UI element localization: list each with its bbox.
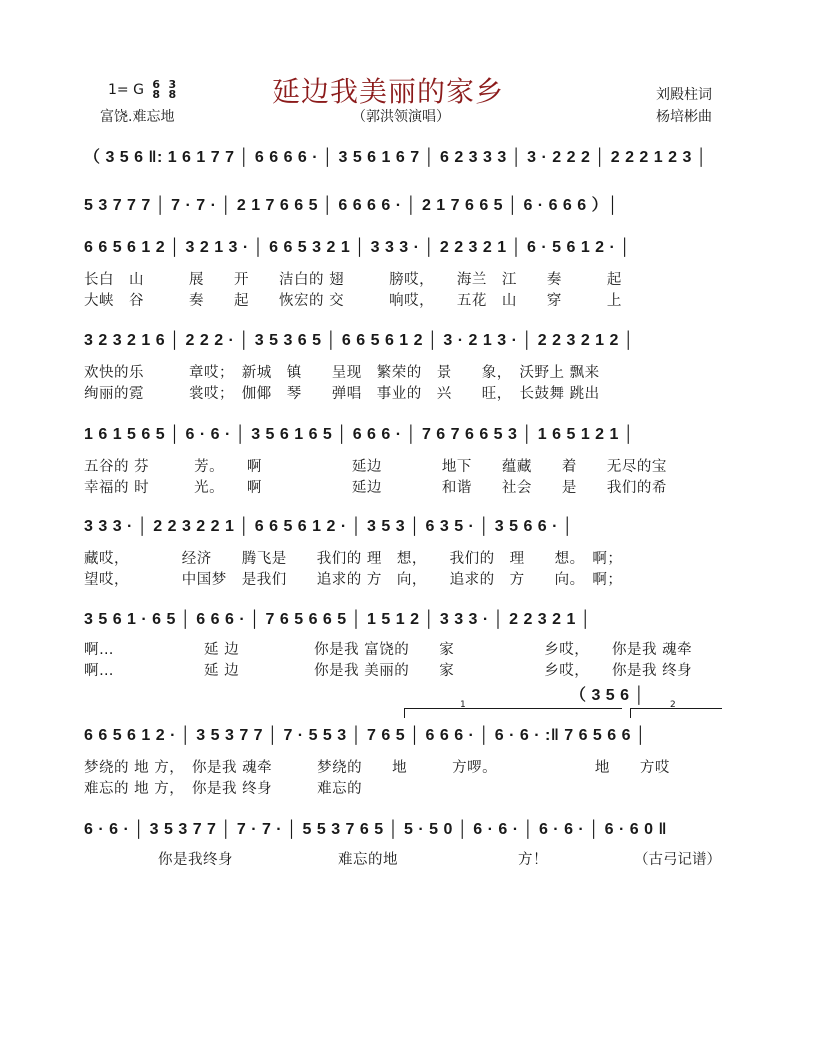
lyric-line-7-verse-1: 啊… 延 边 你是我 富饶的 家 乡哎， 你是我 魂牵	[84, 642, 693, 658]
performer-credit: （郭洪领演唱）	[352, 109, 450, 125]
score-line-9: 6 · 6 · │ 3 5 3 7 7 │ 7 · 7 · │ 5 5 3 7 6 5 │ 5 · 5 0 │ 6 · 6 · │ 6 · 6 · │ 6 · 6 0 ‖	[84, 821, 667, 838]
ending-2-label: 2	[670, 700, 676, 710]
ending-1-label: 1	[460, 700, 466, 710]
key-signature: 1= G 6 8 3 8	[108, 78, 177, 101]
lyric-line-5-verse-1: 五谷的 芬 芳。 啊 延边 地下 蕴藏 着 无尽的宝	[84, 459, 667, 475]
score-line-8: 6 6 5 6 1 2 · │ 3 5 3 7 7 │ 7 · 5 5 3 │ 7 6 5 │ 6 6 6 · │ 6 · 6 · :‖ 7 6 5 6 6 │	[84, 727, 647, 744]
style-marking: 富饶.难忘地	[100, 109, 175, 125]
lyric-line-5-verse-2: 幸福的 时 光。 啊 延边 和谐 社会 是 我们的希	[84, 480, 667, 496]
page-title: 延边我美丽的家乡	[272, 75, 505, 108]
pickup-notes: （ 3 5 6 │	[570, 687, 645, 704]
lyric-line-4-verse-1: 欢快的乐 章哎； 新城 镇 呈现 繁荣的 景 象， 沃野上 飘来	[84, 365, 600, 381]
ending-2-bracket	[630, 708, 722, 709]
composer-credit: 杨培彬曲	[656, 109, 712, 125]
lyric-line-3-verse-2: 大峡 谷 奏 起 恢宏的 交 响哎， 五花 山 穿 上	[84, 293, 622, 309]
lyric-line-6-verse-2: 望哎， 中国梦 是我们 追求的 方 向， 追求的 方 向。 啊；	[84, 572, 623, 588]
ending-1-bracket	[404, 708, 622, 709]
time-signature-1: 6 8	[152, 78, 161, 101]
score-line-7: 3 5 6 1 · 6 5 │ 6 6 6 · │ 7 6 5 6 6 5 │ 1 5 1 2 │ 3 3 3 · │ 2 2 3 2 1 │	[84, 611, 592, 628]
score-line-6: 3 3 3 · │ 2 2 3 2 2 1 │ 6 6 5 6 1 2 · │ 3 5 3 │ 6 3 5 · │ 3 5 6 6 · │	[84, 518, 574, 535]
lyric-line-7-verse-2: 啊… 延 边 你是我 美丽的 家 乡哎， 你是我 终身	[84, 663, 693, 679]
lyric-line-8-verse-1: 梦绕的 地 方， 你是我 魂牵 梦绕的 地 方啰。 地 方哎	[84, 760, 670, 776]
lyric-line-4-verse-2: 绚丽的霓 裳哎； 伽倻 琴 弹唱 事业的 兴 旺， 长鼓舞 跳出	[84, 386, 600, 402]
lyricist-credit: 刘殿柱词	[656, 87, 712, 103]
lyric-line-3-verse-1: 长白 山 展 开 洁白的 翅 膀哎， 海兰 江 奏 起	[84, 272, 622, 288]
transcriber-credit: （古弓记谱）	[634, 852, 721, 868]
score-line-3: 6 6 5 6 1 2 │ 3 2 1 3 · │ 6 6 5 3 2 1 │ 3 3 3 · │ 2 2 3 2 1 │ 6 · 5 6 1 2 · │	[84, 239, 631, 256]
time-signature-2: 3 8	[168, 78, 177, 101]
lyric-line-6-verse-1: 藏哎， 经济 腾飞是 我们的 理 想， 我们的 理 想。 啊；	[84, 551, 623, 567]
ending-1-tick	[404, 708, 405, 718]
score-line-5: 1 6 1 5 6 5 │ 6 · 6 · │ 3 5 6 1 6 5 │ 6 6 6 · │ 7 6 7 6 6 5 3 │ 1 6 5 1 2 1 │	[84, 426, 635, 443]
lyric-line-8-verse-2: 难忘的 地 方， 你是我 终身 难忘的	[84, 781, 363, 797]
score-line-1: （ 3 5 6 ‖: 1 6 1 7 7 │ 6 6 6 6 · │ 3 5 6 1 6 7 │ 6 2 3 3 3 │ 3 · 2 2 2 │ 2 2 2 1 2 3 │	[84, 149, 708, 166]
score-line-2: 5 3 7 7 7 │ 7 · 7 · │ 2 1 7 6 6 5 │ 6 6 6 6 · │ 2 1 7 6 6 5 │ 6 · 6 6 6 ）│	[84, 197, 619, 214]
score-line-4: 3 2 3 2 1 6 │ 2 2 2 · │ 3 5 3 6 5 │ 6 6 5 6 1 2 │ 3 · 2 1 3 · │ 2 2 3 2 1 2 │	[84, 332, 635, 349]
ending-2-tick	[630, 708, 631, 718]
lyric-line-9: 你是我终身 难忘的地 方！	[158, 852, 548, 868]
